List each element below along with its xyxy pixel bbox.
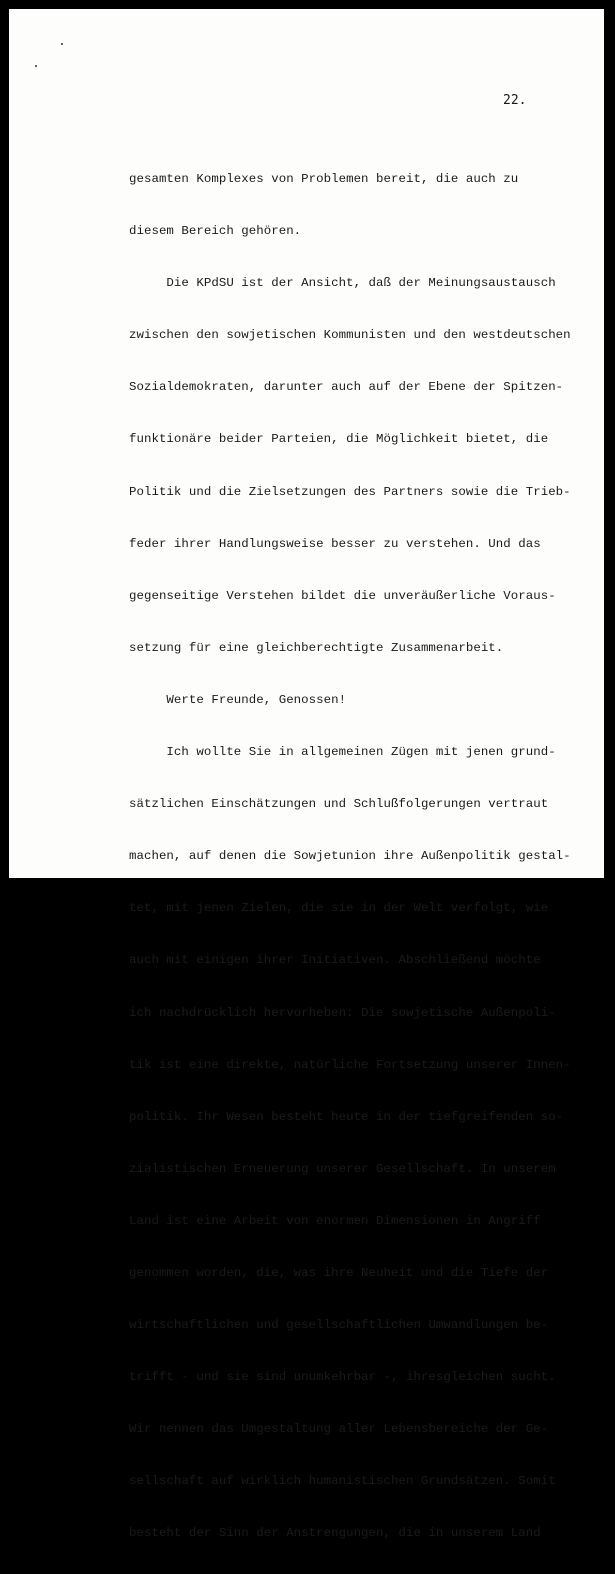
text-line: Politik und die Zielsetzungen des Partners sowie die Trieb- — [129, 484, 571, 499]
text-line: zialistischen Erneuerung unserer Gesellschaft. In unserem — [129, 1161, 556, 1176]
text-line: feder ihrer Handlungsweise besser zu verstehen. Und das — [129, 536, 541, 551]
text-line: gegenseitige Verstehen bildet die unveräußerliche Voraus- — [129, 588, 556, 603]
text-line: tik ist eine direkte, natürliche Fortsetzung unserer Innen- — [129, 1057, 571, 1072]
text-line: politik. Ihr Wesen besteht heute in der tiefgreifenden so- — [129, 1109, 564, 1124]
text-line: auch mit einigen ihrer Initiativen. Abschließend möchte — [129, 953, 541, 968]
text-line: Wir nennen das Umgestaltung aller Lebensbereiche der Ge- — [129, 1422, 549, 1437]
text-line: setzung für eine gleichberechtigte Zusammenarbeit. — [129, 640, 504, 655]
text-line: sätzlichen Einschätzungen und Schlußfolgerungen vertraut — [129, 797, 549, 812]
page-number: 22. — [503, 93, 527, 108]
text-line: tet, mit jenen Zielen, die sie in der Welt verfolgt, wie — [129, 901, 549, 916]
scan-speck — [61, 43, 63, 45]
body-text — [129, 139, 569, 1574]
text-line: machen, auf denen die Sowjetunion ihre Außenpolitik gestal- — [129, 849, 571, 864]
text-line: Sozialdemokraten, darunter auch auf der Ebene der Spitzen- — [129, 380, 564, 395]
text-line: funktionäre beider Parteien, die Möglichkeit bietet, die — [129, 432, 549, 447]
text-line: Die KPdSU ist der Ansicht, daß der Meinungsaustausch — [129, 276, 556, 291]
document-page — [9, 9, 604, 1541]
text-line: Werte Freunde, Genossen! — [129, 692, 347, 707]
text-line: genommen worden, die, was ihre Neuheit und die Tiefe der — [129, 1265, 549, 1280]
text-line: zwischen den sowjetischen Kommunisten und den westdeutschen — [129, 328, 571, 343]
scan-speck — [35, 65, 37, 67]
text-line: trifft - und sie sind unumkehrbar -, ihresgleichen sucht. — [129, 1370, 556, 1385]
text-line: wirtschaftlichen und gesellschaftlichen Umwandlungen be- — [129, 1318, 549, 1333]
text-line: ich nachdrücklich hervorheben: Die sowjetische Außenpoli- — [129, 1005, 556, 1020]
text-line: gesamten Komplexes von Problemen bereit, die auch zu — [129, 172, 519, 186]
text-line: besteht der Sinn der Anstrengungen, die in unserem Land — [129, 1526, 541, 1541]
text-line: Ich wollte Sie in allgemeinen Zügen mit jenen grund- — [129, 745, 556, 760]
text-line: sellschaft auf wirklich humanistischen Grundsätzen. Somit — [129, 1474, 556, 1489]
text-line: Land ist eine Arbeit von enormen Dimensionen in Angriff — [129, 1213, 541, 1228]
text-line: diesem Bereich gehören. — [129, 224, 302, 239]
